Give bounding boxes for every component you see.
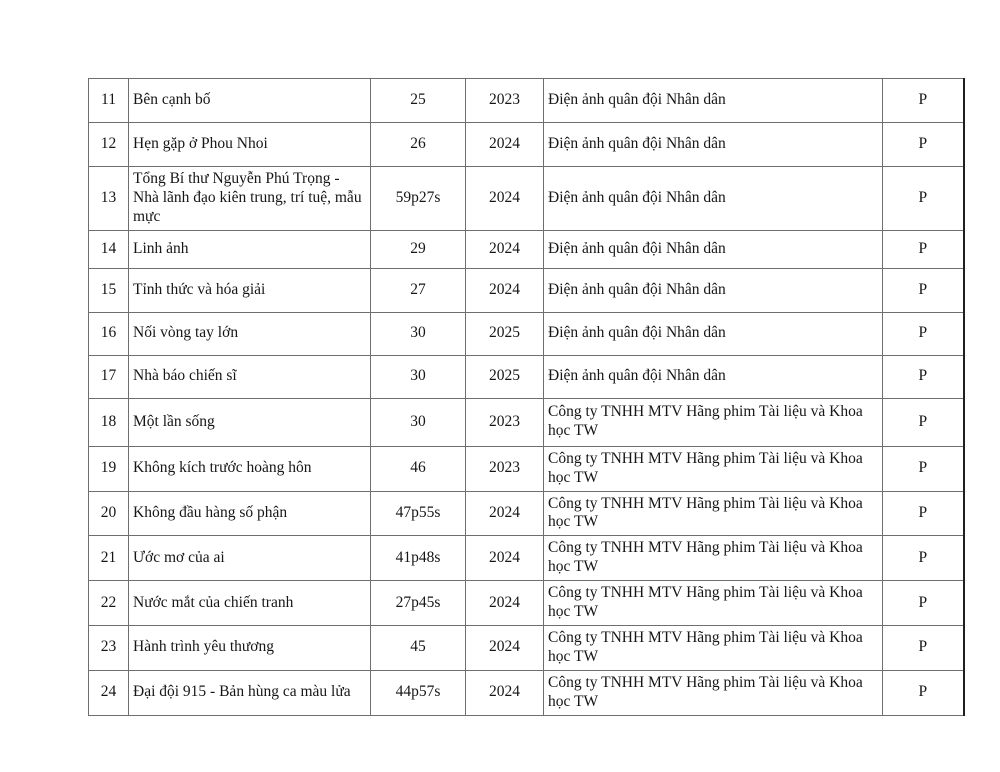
film-no-cell: 24 bbox=[89, 670, 129, 715]
film-no-cell: 20 bbox=[89, 491, 129, 536]
film-list-table bbox=[88, 78, 965, 716]
film-title-cell: Tổng Bí thư Nguyễn Phú Trọng - Nhà lãnh đạo kiên trung, trí tuệ, mẫu mực bbox=[129, 167, 371, 231]
year-cell: 2024 bbox=[466, 167, 544, 231]
duration-cell: 59p27s bbox=[371, 167, 466, 231]
duration-cell: 30 bbox=[371, 312, 466, 355]
film-no-cell: 11 bbox=[89, 79, 129, 123]
producer-cell: Công ty TNHH MTV Hãng phim Tài liệu và Khoa học TW bbox=[544, 446, 883, 491]
duration-cell: 45 bbox=[371, 625, 466, 670]
film-no-cell: 13 bbox=[89, 167, 129, 231]
producer-cell: Điện ảnh quân đội Nhân dân bbox=[544, 230, 883, 268]
film-title-cell: Không đầu hàng số phận bbox=[129, 491, 371, 536]
status-cell: P bbox=[883, 398, 964, 446]
producer-cell: Công ty TNHH MTV Hãng phim Tài liệu và Khoa học TW bbox=[544, 581, 883, 626]
producer-cell: Điện ảnh quân đội Nhân dân bbox=[544, 79, 883, 123]
duration-cell: 29 bbox=[371, 230, 466, 268]
duration-cell: 30 bbox=[371, 398, 466, 446]
year-cell: 2024 bbox=[466, 625, 544, 670]
film-title-cell: Nhà báo chiến sĩ bbox=[129, 355, 371, 398]
year-cell: 2023 bbox=[466, 398, 544, 446]
film-title-cell: Nước mắt của chiến tranh bbox=[129, 581, 371, 626]
year-cell: 2024 bbox=[466, 581, 544, 626]
film-title-cell: Nối vòng tay lớn bbox=[129, 312, 371, 355]
table-row bbox=[89, 536, 964, 581]
table-row bbox=[89, 446, 964, 491]
table-row bbox=[89, 167, 964, 231]
status-cell: P bbox=[883, 670, 964, 715]
film-title-cell: Bên cạnh bố bbox=[129, 79, 371, 123]
status-cell: P bbox=[883, 625, 964, 670]
film-title-cell: Tỉnh thức và hóa giải bbox=[129, 268, 371, 312]
year-cell: 2024 bbox=[466, 670, 544, 715]
year-cell: 2025 bbox=[466, 355, 544, 398]
table-row bbox=[89, 398, 964, 446]
status-cell: P bbox=[883, 230, 964, 268]
film-no-cell: 22 bbox=[89, 581, 129, 626]
table-row bbox=[89, 312, 964, 355]
status-cell: P bbox=[883, 79, 964, 123]
table-row bbox=[89, 230, 964, 268]
table-row bbox=[89, 79, 964, 123]
status-cell: P bbox=[883, 123, 964, 167]
duration-cell: 27p45s bbox=[371, 581, 466, 626]
producer-cell: Điện ảnh quân đội Nhân dân bbox=[544, 167, 883, 231]
producer-cell: Công ty TNHH MTV Hãng phim Tài liệu và Khoa học TW bbox=[544, 670, 883, 715]
table-row bbox=[89, 581, 964, 626]
status-cell: P bbox=[883, 312, 964, 355]
duration-cell: 27 bbox=[371, 268, 466, 312]
year-cell: 2024 bbox=[466, 491, 544, 536]
status-cell: P bbox=[883, 446, 964, 491]
duration-cell: 41p48s bbox=[371, 536, 466, 581]
producer-cell: Điện ảnh quân đội Nhân dân bbox=[544, 312, 883, 355]
status-cell: P bbox=[883, 581, 964, 626]
producer-cell: Công ty TNHH MTV Hãng phim Tài liệu và Khoa học TW bbox=[544, 491, 883, 536]
status-cell: P bbox=[883, 536, 964, 581]
table-row bbox=[89, 491, 964, 536]
film-no-cell: 15 bbox=[89, 268, 129, 312]
status-cell: P bbox=[883, 268, 964, 312]
year-cell: 2024 bbox=[466, 536, 544, 581]
table-row bbox=[89, 355, 964, 398]
status-cell: P bbox=[883, 491, 964, 536]
film-title-cell: Hẹn gặp ở Phou Nhoi bbox=[129, 123, 371, 167]
film-no-cell: 21 bbox=[89, 536, 129, 581]
duration-cell: 44p57s bbox=[371, 670, 466, 715]
status-cell: P bbox=[883, 355, 964, 398]
producer-cell: Điện ảnh quân đội Nhân dân bbox=[544, 123, 883, 167]
film-no-cell: 23 bbox=[89, 625, 129, 670]
year-cell: 2024 bbox=[466, 268, 544, 312]
film-title-cell: Đại đội 915 - Bản hùng ca màu lửa bbox=[129, 670, 371, 715]
film-no-cell: 17 bbox=[89, 355, 129, 398]
producer-cell: Điện ảnh quân đội Nhân dân bbox=[544, 355, 883, 398]
producer-cell: Công ty TNHH MTV Hãng phim Tài liệu và Khoa học TW bbox=[544, 536, 883, 581]
duration-cell: 30 bbox=[371, 355, 466, 398]
status-cell: P bbox=[883, 167, 964, 231]
table-row bbox=[89, 670, 964, 715]
table-row bbox=[89, 268, 964, 312]
film-title-cell: Không kích trước hoàng hôn bbox=[129, 446, 371, 491]
year-cell: 2025 bbox=[466, 312, 544, 355]
duration-cell: 25 bbox=[371, 79, 466, 123]
year-cell: 2024 bbox=[466, 123, 544, 167]
duration-cell: 46 bbox=[371, 446, 466, 491]
year-cell: 2023 bbox=[466, 79, 544, 123]
film-no-cell: 14 bbox=[89, 230, 129, 268]
producer-cell: Công ty TNHH MTV Hãng phim Tài liệu và Khoa học TW bbox=[544, 398, 883, 446]
film-title-cell: Linh ảnh bbox=[129, 230, 371, 268]
film-no-cell: 18 bbox=[89, 398, 129, 446]
film-no-cell: 19 bbox=[89, 446, 129, 491]
film-no-cell: 12 bbox=[89, 123, 129, 167]
table-row bbox=[89, 123, 964, 167]
producer-cell: Điện ảnh quân đội Nhân dân bbox=[544, 268, 883, 312]
film-title-cell: Một lần sống bbox=[129, 398, 371, 446]
duration-cell: 26 bbox=[371, 123, 466, 167]
film-no-cell: 16 bbox=[89, 312, 129, 355]
year-cell: 2024 bbox=[466, 230, 544, 268]
duration-cell: 47p55s bbox=[371, 491, 466, 536]
year-cell: 2023 bbox=[466, 446, 544, 491]
film-title-cell: Hành trình yêu thương bbox=[129, 625, 371, 670]
producer-cell: Công ty TNHH MTV Hãng phim Tài liệu và Khoa học TW bbox=[544, 625, 883, 670]
table-row bbox=[89, 625, 964, 670]
film-title-cell: Ước mơ của ai bbox=[129, 536, 371, 581]
